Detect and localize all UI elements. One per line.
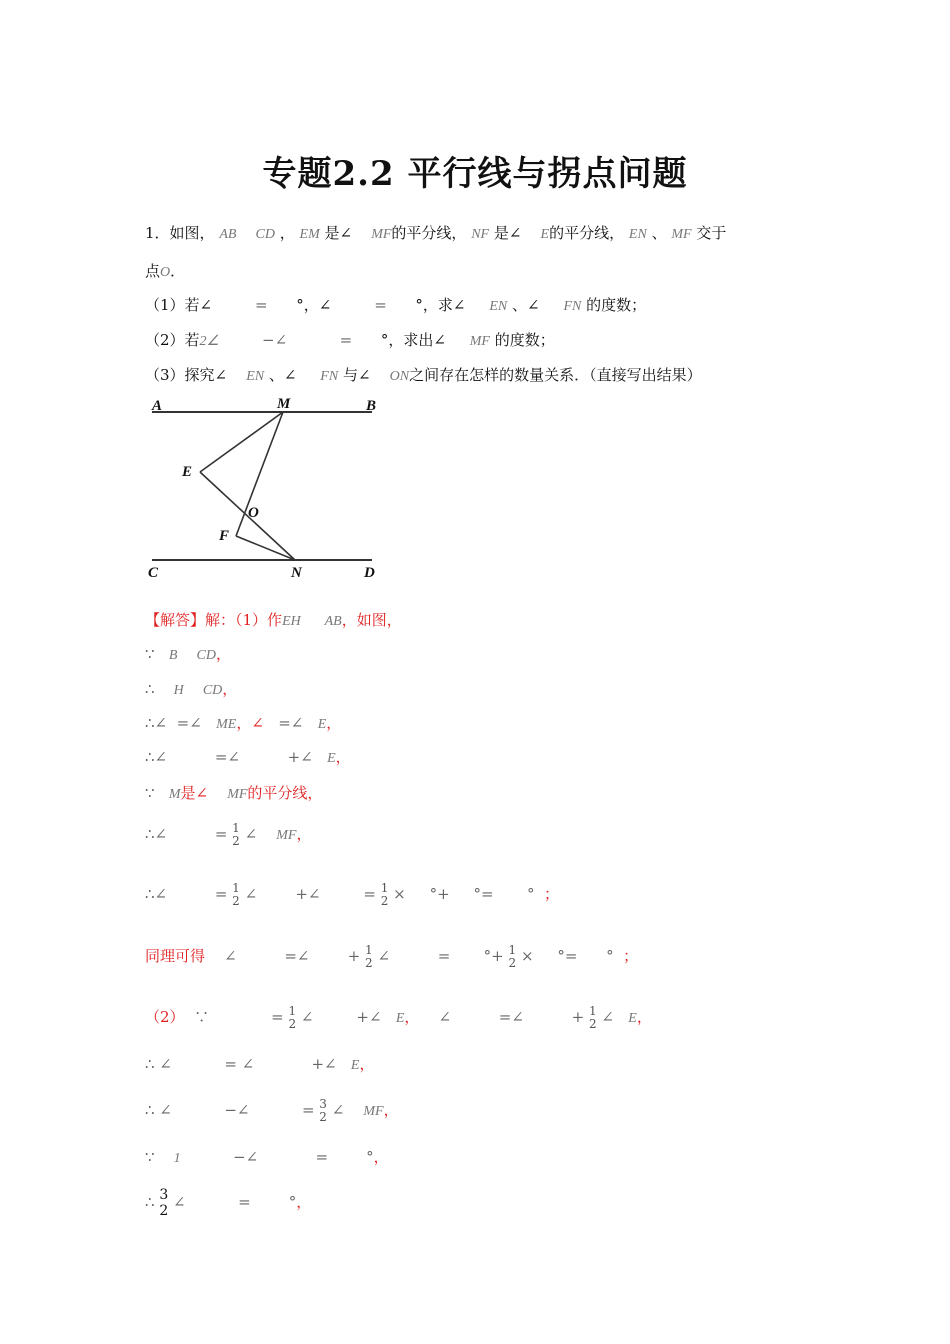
text: ∠ — [300, 1008, 314, 1026]
text: ∵ — [194, 1008, 210, 1026]
label-c: C — [148, 565, 159, 581]
text: = — [339, 331, 353, 349]
text: ，如图， — [341, 611, 402, 629]
text: ， — [279, 224, 295, 242]
text: ∠ — [438, 1008, 452, 1026]
text: ∴∠ — [145, 825, 168, 843]
text: = — [301, 1101, 315, 1119]
text: =∠ — [176, 714, 202, 732]
text: ； — [623, 947, 639, 965]
text: 是∠ — [324, 224, 353, 242]
frac-den: 2 — [232, 834, 240, 848]
text: ∴∠ — [145, 885, 168, 903]
question-2 — [145, 329, 555, 350]
text: = — [437, 947, 451, 965]
text: ， — [215, 645, 231, 663]
frac-den: 2 — [319, 1110, 327, 1124]
text: ∠ — [244, 825, 258, 843]
math: MF — [469, 334, 490, 349]
text: ∴∠ — [145, 714, 168, 732]
label-e: E — [182, 464, 193, 480]
solution-line-1 — [145, 609, 402, 630]
text: ， — [404, 1008, 420, 1026]
text: （3）探究∠ — [145, 366, 228, 384]
text: = — [238, 1193, 251, 1211]
problem-line-1 — [145, 222, 726, 243]
math: E — [350, 1058, 360, 1073]
text: ． — [170, 262, 186, 280]
text: = — [374, 296, 387, 314]
frac-den: 2 — [508, 956, 517, 970]
fraction-half — [365, 944, 373, 970]
text: （1）若∠ — [145, 296, 213, 314]
math: H — [173, 683, 184, 698]
text: = ∠ — [224, 1055, 255, 1073]
text: ， — [359, 1055, 375, 1073]
text: −∠ — [224, 1101, 250, 1119]
text: 1．如图， — [145, 224, 215, 242]
text: −∠ — [233, 1148, 259, 1166]
frac-num: 1 — [232, 821, 240, 835]
text: = — [315, 1148, 329, 1166]
math: CD — [196, 648, 216, 663]
math: FN — [320, 369, 339, 384]
text: +∠ — [287, 748, 313, 766]
text: 是∠ — [180, 784, 209, 802]
fraction-half — [232, 822, 240, 848]
text: °= — [473, 885, 494, 903]
answer-tag: 【解答】 — [145, 611, 206, 629]
text: ； — [544, 885, 560, 903]
fraction-three-halves — [159, 1187, 168, 1219]
text: （2）若 — [145, 331, 200, 349]
text: +∠ — [295, 885, 321, 903]
frac-den: 2 — [588, 1017, 597, 1031]
math-en: EN — [628, 227, 647, 242]
text: 解：（1）作 — [205, 611, 283, 629]
text: ∴ — [145, 680, 155, 698]
text: ， — [296, 1193, 312, 1211]
text: ， — [636, 1008, 652, 1026]
question-3 — [145, 364, 702, 385]
frac-num: 1 — [508, 943, 517, 957]
text: 之间存在怎样的数量关系．（直接写出结果） — [409, 366, 702, 384]
math: E — [395, 1011, 405, 1026]
text: ° — [606, 947, 614, 965]
frac-num: 1 — [380, 881, 389, 895]
math-mf: MF — [671, 227, 692, 242]
text: 、 — [651, 224, 667, 242]
text: ∴ ∠ — [145, 1101, 172, 1119]
text: ∴ — [145, 1193, 155, 1211]
text: ∠ — [173, 1193, 186, 1211]
math: MF — [227, 787, 248, 802]
text: ∵ — [145, 645, 155, 663]
text: ∠ — [601, 1008, 614, 1026]
solution-line-8 — [145, 882, 559, 908]
fraction-three-halves — [319, 1098, 327, 1124]
segment-me — [200, 412, 283, 472]
text: 是∠ — [493, 224, 522, 242]
fraction-half — [509, 944, 517, 970]
text: 的平分线， — [549, 224, 625, 242]
math: CD — [202, 683, 223, 698]
text: +∠ — [356, 1008, 382, 1026]
math: ON — [389, 369, 410, 384]
label-a: A — [152, 398, 163, 414]
text: ∴∠ — [145, 748, 168, 766]
text: °+ — [429, 885, 450, 903]
text: 的度数； — [494, 331, 555, 349]
math-nf: NF — [471, 227, 490, 242]
geometry-figure — [140, 392, 390, 587]
math: E — [628, 1011, 637, 1026]
math: E — [327, 751, 336, 766]
text: ∠ — [377, 947, 391, 965]
label-f: F — [219, 528, 230, 544]
solution-line-6 — [145, 782, 322, 803]
fraction-half — [381, 882, 389, 908]
math: MF — [363, 1104, 384, 1119]
math: ME — [216, 717, 237, 732]
text: = — [214, 885, 228, 903]
solution-line-12 — [145, 1098, 399, 1124]
math: B — [168, 648, 178, 663]
text: +∠ — [311, 1055, 337, 1073]
math: FN — [563, 299, 582, 314]
solution-line-14 — [145, 1187, 311, 1219]
solution-line-10 — [145, 1005, 652, 1031]
segment-mf — [236, 412, 283, 536]
fraction-half — [589, 1005, 597, 1031]
text: 与∠ — [342, 366, 371, 384]
text: −∠ — [262, 331, 288, 349]
text: 同理可得 — [145, 947, 206, 965]
text: ° — [366, 1148, 374, 1166]
text: ， — [383, 1101, 399, 1119]
text: = — [255, 296, 268, 314]
text: + — [347, 947, 361, 965]
text: =∠ — [498, 1008, 524, 1026]
math: MF — [276, 828, 297, 843]
math-cd: CD — [255, 227, 275, 242]
text: =∠ — [214, 748, 240, 766]
frac-num: 1 — [588, 1004, 597, 1018]
solution-line-2 — [145, 643, 231, 664]
math: 1 — [173, 1151, 181, 1166]
text: × — [520, 947, 534, 965]
text: ° — [526, 885, 535, 903]
text: ∠ — [331, 1101, 345, 1119]
page-title: 专题2.2 平行线与拐点问题 — [262, 154, 688, 194]
math-ab: AB — [219, 227, 237, 242]
math-em: EM — [299, 227, 320, 242]
text: ， — [296, 825, 312, 843]
math-o: O — [160, 265, 171, 280]
text: ， — [326, 714, 342, 732]
text: °，求出∠ — [380, 331, 446, 349]
text: 的平分线， — [247, 784, 323, 802]
text: （2） — [145, 1008, 185, 1026]
text: 点 — [145, 262, 161, 280]
math: EN — [489, 299, 508, 314]
fraction-half — [232, 882, 240, 908]
text: ， — [373, 1148, 389, 1166]
math: EN — [246, 369, 265, 384]
text: ∴ ∠ — [145, 1055, 172, 1073]
frac-num: 1 — [232, 881, 240, 895]
solution-line-9 — [145, 944, 638, 970]
solution-line-4 — [145, 712, 341, 733]
solution-line-5 — [145, 746, 351, 767]
label-n: N — [291, 565, 302, 581]
frac-num: 3 — [159, 1187, 169, 1203]
label-m: M — [277, 396, 291, 412]
frac-den: 2 — [232, 894, 240, 908]
frac-num: 1 — [288, 1004, 297, 1018]
math: E — [540, 227, 550, 242]
frac-den: 2 — [159, 1203, 169, 1219]
math: AB — [324, 614, 342, 629]
text: °= — [557, 947, 578, 965]
text: + — [571, 1008, 585, 1026]
text: ∠ — [224, 947, 237, 965]
text: ， — [335, 748, 351, 766]
math: E — [317, 717, 327, 732]
solution-line-11 — [145, 1053, 375, 1074]
text: ∠ — [244, 885, 258, 903]
frac-den: 2 — [365, 956, 373, 970]
text: ° — [288, 1193, 297, 1211]
text: 交于 — [696, 224, 727, 242]
text: °，求∠ — [415, 296, 466, 314]
question-1 — [145, 294, 646, 315]
text: ， — [222, 680, 238, 698]
text: °+ — [483, 947, 504, 965]
math: M — [168, 787, 181, 802]
frac-den: 2 — [288, 1017, 297, 1031]
frac-den: 2 — [380, 894, 389, 908]
text: = — [214, 825, 228, 843]
label-d: D — [364, 565, 375, 581]
frac-num: 3 — [319, 1097, 327, 1111]
text: ∵ — [145, 784, 155, 802]
text: 、∠ — [268, 366, 297, 384]
math: 2∠ — [199, 334, 220, 349]
text: = — [271, 1008, 284, 1026]
problem-line-2 — [145, 260, 185, 281]
text: = — [363, 885, 376, 903]
solution-line-7 — [145, 822, 311, 848]
text: 的度数； — [586, 296, 647, 314]
label-o: O — [248, 505, 259, 521]
solution-line-3 — [145, 678, 237, 699]
text: × — [393, 885, 406, 903]
text: =∠ — [278, 714, 304, 732]
text: ∵ — [145, 1148, 155, 1166]
math: EH — [282, 614, 301, 629]
fraction-half — [288, 1005, 296, 1031]
text: 、∠ — [512, 296, 540, 314]
math: MF — [371, 227, 392, 242]
solution-line-13 — [145, 1146, 389, 1167]
segment-fn — [236, 536, 295, 560]
frac-num: 1 — [365, 943, 373, 957]
text: =∠ — [284, 947, 310, 965]
label-b: B — [366, 398, 377, 414]
text: 的平分线， — [391, 224, 467, 242]
text: °，∠ — [296, 296, 332, 314]
text: ，∠ — [236, 714, 264, 732]
